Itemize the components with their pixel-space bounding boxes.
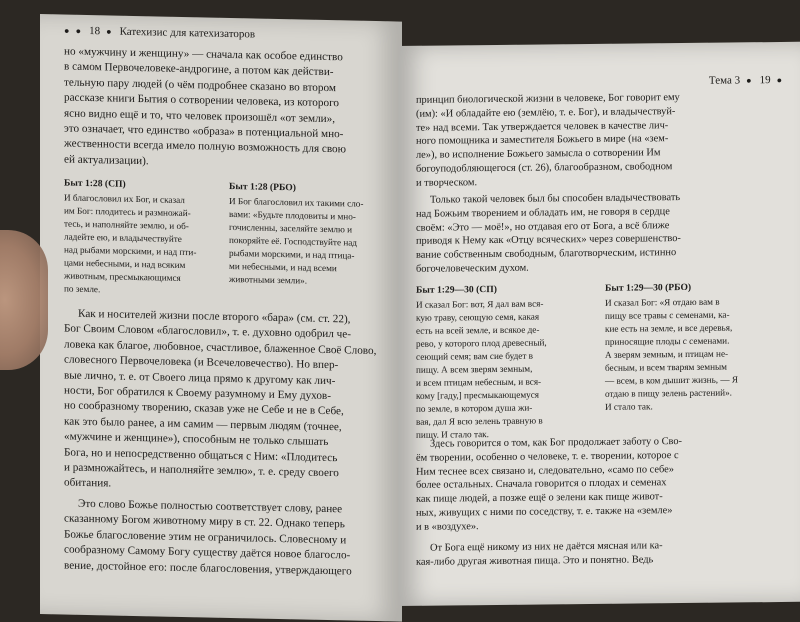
bullet-dots-icon: ● — [106, 26, 114, 37]
text-line: кая-либо другая животная пища. Это и понятно. Ведь — [416, 554, 654, 568]
quote-line: А зверям земным, и птицам не- — [605, 348, 729, 360]
text-line: и в «воздухе». — [416, 520, 479, 533]
right-paragraph-1 — [416, 190, 784, 277]
quote-line: над рыбами морскими, и над пти- — [64, 244, 197, 258]
text-line: в самом Первочеловеке-андрогине, а потом как действи- — [64, 60, 334, 79]
right-paragraph-3 — [416, 538, 784, 569]
text-line: Это слово Божье полностью соответствует слову, ранее — [78, 497, 343, 516]
right-page — [398, 42, 800, 606]
text-line: приводя к Нему как «Отцу всяческих» через совершенство- — [416, 233, 681, 248]
quote-citation: Быт 1:29—30 (СП) — [416, 283, 497, 296]
text-line: словесного Первочеловека (и Всечеловечество). Но впер- — [64, 353, 339, 372]
text-line: вые лично, т. е. от Своего лица прямо к другому как лич- — [64, 369, 336, 387]
quote-line: покоряйте её. Господствуйте над — [229, 234, 357, 248]
text-line: ясно видно ещё и то, что человек произошёл «от земли», — [64, 107, 336, 125]
text-line: Бога, но и непосредственно общаться с Ним: «Плодитесь — [64, 446, 338, 464]
left-running-head-title: Катехизис для катехизаторов — [119, 25, 256, 41]
quote-line: сеющий семя; вам сие будет в — [416, 350, 534, 362]
text-line: жественности всегда имело полную возможность для свою — [64, 137, 347, 156]
text-line: и творческом. — [416, 176, 478, 189]
quote-line: по земле, в котором душа жи- — [416, 402, 533, 414]
text-line: ного помощника и заместителя Божьего в мире (на «зем- — [416, 133, 669, 148]
quote-line: И благословил их Бог, и сказал — [64, 192, 185, 206]
text-line: ей актуализации). — [64, 153, 149, 168]
text-line: но «мужчину и женщину» — сначала как особое единство — [64, 45, 343, 64]
text-line: тельную пару людей (о чём подробнее сказано во втором — [64, 76, 336, 95]
left-paragraph-2 — [64, 497, 384, 581]
bullet-dots-icon: ● — [746, 75, 754, 86]
text-line: Божье благословение этим не ограничилось. Словесному и — [64, 528, 347, 547]
quote-line: И сказал Бог: «Я отдаю вам в — [605, 296, 720, 308]
right-running-head-title: Тема 3 — [708, 74, 741, 87]
text-line: богоуподобляющегося (ст. 26), благообразном, свободном — [416, 161, 673, 175]
quote-line: и всем птицам небесным, и вся- — [416, 376, 542, 388]
text-line: и размножайтесь, и наполняйте землю», т. е. среду своего — [64, 461, 339, 480]
right-running-head — [416, 74, 784, 90]
text-line: сообразному Самому Богу существу даётся новое благосло- — [64, 543, 351, 562]
quote-line: кую траву, сеющую семя, какая — [416, 311, 540, 323]
quote-line: ладейте ею, и владычествуйте — [64, 231, 182, 244]
quote-line: гочисленны, заселяйте землю и — [229, 221, 353, 235]
quote-line: И сказал Бог: вот, Я дал вам вся- — [416, 298, 544, 310]
text-line: Только такой человек был бы способен владычествовать — [430, 192, 681, 206]
text-line: От Бога ещё никому из них не даётся мясная или ка- — [430, 540, 663, 554]
quote-citation: Быт 1:29—30 (РБО) — [605, 281, 692, 294]
text-line: ности, Бог обратился к Своему разумному и Ему духов- — [64, 384, 331, 403]
left-intro — [64, 45, 384, 175]
text-line: те» над всеми. Так утверждается человек в качестве лич- — [416, 119, 669, 134]
quote-line: пищу все травы с семенами, ка- — [605, 309, 730, 321]
left-running-head — [64, 25, 384, 44]
quote-block-sp — [64, 177, 219, 299]
text-line: над Божьим творением и обладать им, не говоря в сердце — [416, 205, 670, 220]
quote-line: есть на всей земле, и всякое де- — [416, 324, 540, 336]
quote-line: цами небесными, и над всяким — [64, 257, 186, 271]
quote-block-sp — [416, 282, 595, 442]
quote-line: рыбами морскими, и над птица- — [229, 247, 355, 261]
quote-line: кие есть на земле, и все деревья, — [605, 322, 733, 334]
quote-line: по земле. — [64, 283, 101, 295]
quote-line: — всем, в ком дышит жизнь, — Я — [605, 374, 738, 386]
text-line: но сообразному творению, сказав уже не Себе и не в Себе, — [64, 399, 344, 418]
thumb-holding-book — [0, 230, 48, 370]
right-intro — [416, 90, 784, 190]
text-line: Как и носителей жизни после второго «бара» (см. ст. 22), — [78, 307, 351, 326]
text-line: как это было ранее, а им самим — первым людям (точнее, — [64, 415, 342, 434]
text-line: сказанному Богом животному миру в ст. 22. Однако теперь — [64, 512, 345, 531]
quote-line: животным, пресмыкающимся — [64, 270, 181, 283]
quote-line: бесным, и всем тварям земным — [605, 361, 727, 373]
text-line: «мужчине и женщине»), способным не только слышать — [64, 430, 329, 449]
right-page-number: 19 — [759, 74, 771, 87]
text-line: более остальных. Сначала говорится о плодах и семенах — [416, 477, 667, 492]
text-line: ных, живущих с ними по соседству, т. е. также на «земле» — [416, 505, 673, 519]
text-line: ём творении, особенно о человеке, т. е. творении, которое с — [416, 449, 679, 464]
text-line: принцип биологической жизни в человеке, Бог говорит ему — [416, 92, 680, 106]
quote-citation: Быт 1:28 (СП) — [64, 177, 126, 190]
text-line: рассказе книги Бытия о сотворении человека, из которого — [64, 91, 339, 110]
quote-line: И Бог благословил их такими сло- — [229, 195, 364, 209]
text-line: ле»), во исполнение Божьего замысла о сотворении Им — [416, 147, 661, 161]
left-page — [40, 14, 402, 622]
text-line: (им): «И обладайте ею (землёю, т. е. Бог), и владычествуй- — [416, 105, 676, 120]
left-paragraph-1 — [64, 307, 384, 499]
left-quotes — [64, 177, 384, 303]
quote-citation: Быт 1:28 (РБО) — [229, 180, 296, 194]
quote-block-rbo — [605, 280, 784, 440]
quote-line: кому [гаду,] пресмыкающемуся — [416, 389, 540, 401]
quote-line: приносящие плоды с семенами. — [605, 335, 730, 347]
text-line: вение, достойное его: после благословения, утверждающего — [64, 559, 352, 578]
text-line: как пище людей, а позже ещё о зелени как пище живот- — [416, 491, 663, 505]
left-page-number: 18 — [89, 25, 101, 38]
quote-line: ми небесными, и над всеми — [229, 260, 337, 274]
text-line: обитания. — [64, 476, 112, 490]
text-line: богочеловеческим духом. — [416, 262, 529, 275]
quote-line: им Бог: плодитесь и размножай- — [64, 205, 191, 219]
text-line: своём: «Это — моё!», но отдавая его от Бога, а всё ближе — [416, 219, 670, 234]
quote-line: пищу. И стало так. — [416, 429, 489, 440]
text-line: Ним теснее всех связано и, следовательно, «само по себе» — [416, 463, 674, 478]
bullet-dots-icon: ● ● — [64, 25, 84, 36]
text-line: Бог Своим Словом «благословил», т. е. духовно одобрил че- — [64, 322, 351, 341]
quote-line: тесь, и наполняйте землю, и об- — [64, 218, 189, 232]
bullet-dots-icon: ● — [776, 74, 784, 86]
quote-block-rbo — [229, 180, 384, 302]
text-line: ловека как благое, любовное, счастливое, блаженное Своё Слово, — [64, 338, 377, 357]
right-paragraph-2 — [416, 434, 784, 534]
text-line: Здесь говорится о том, как Бог продолжает заботу о Сво- — [430, 436, 683, 450]
quote-line: отдаю в пищу зелень растений». — [605, 387, 732, 399]
quote-line: вами: «Будьте плодовиты и мно- — [229, 208, 356, 222]
quote-line: рево, у которого плод древесный, — [416, 337, 547, 349]
right-quotes — [416, 280, 784, 442]
quote-line: вая, дал Я всю зелень травную в — [416, 415, 543, 427]
quote-line: пищу. А всем зверям земным, — [416, 363, 533, 375]
text-line: вание собственным свободным, благотворческим, истинно — [416, 247, 677, 261]
text-line: это означает, что единство «образа» в потенциальной мно- — [64, 122, 344, 141]
quote-line: И стало так. — [605, 401, 653, 412]
quote-line: животными земли». — [229, 273, 308, 286]
